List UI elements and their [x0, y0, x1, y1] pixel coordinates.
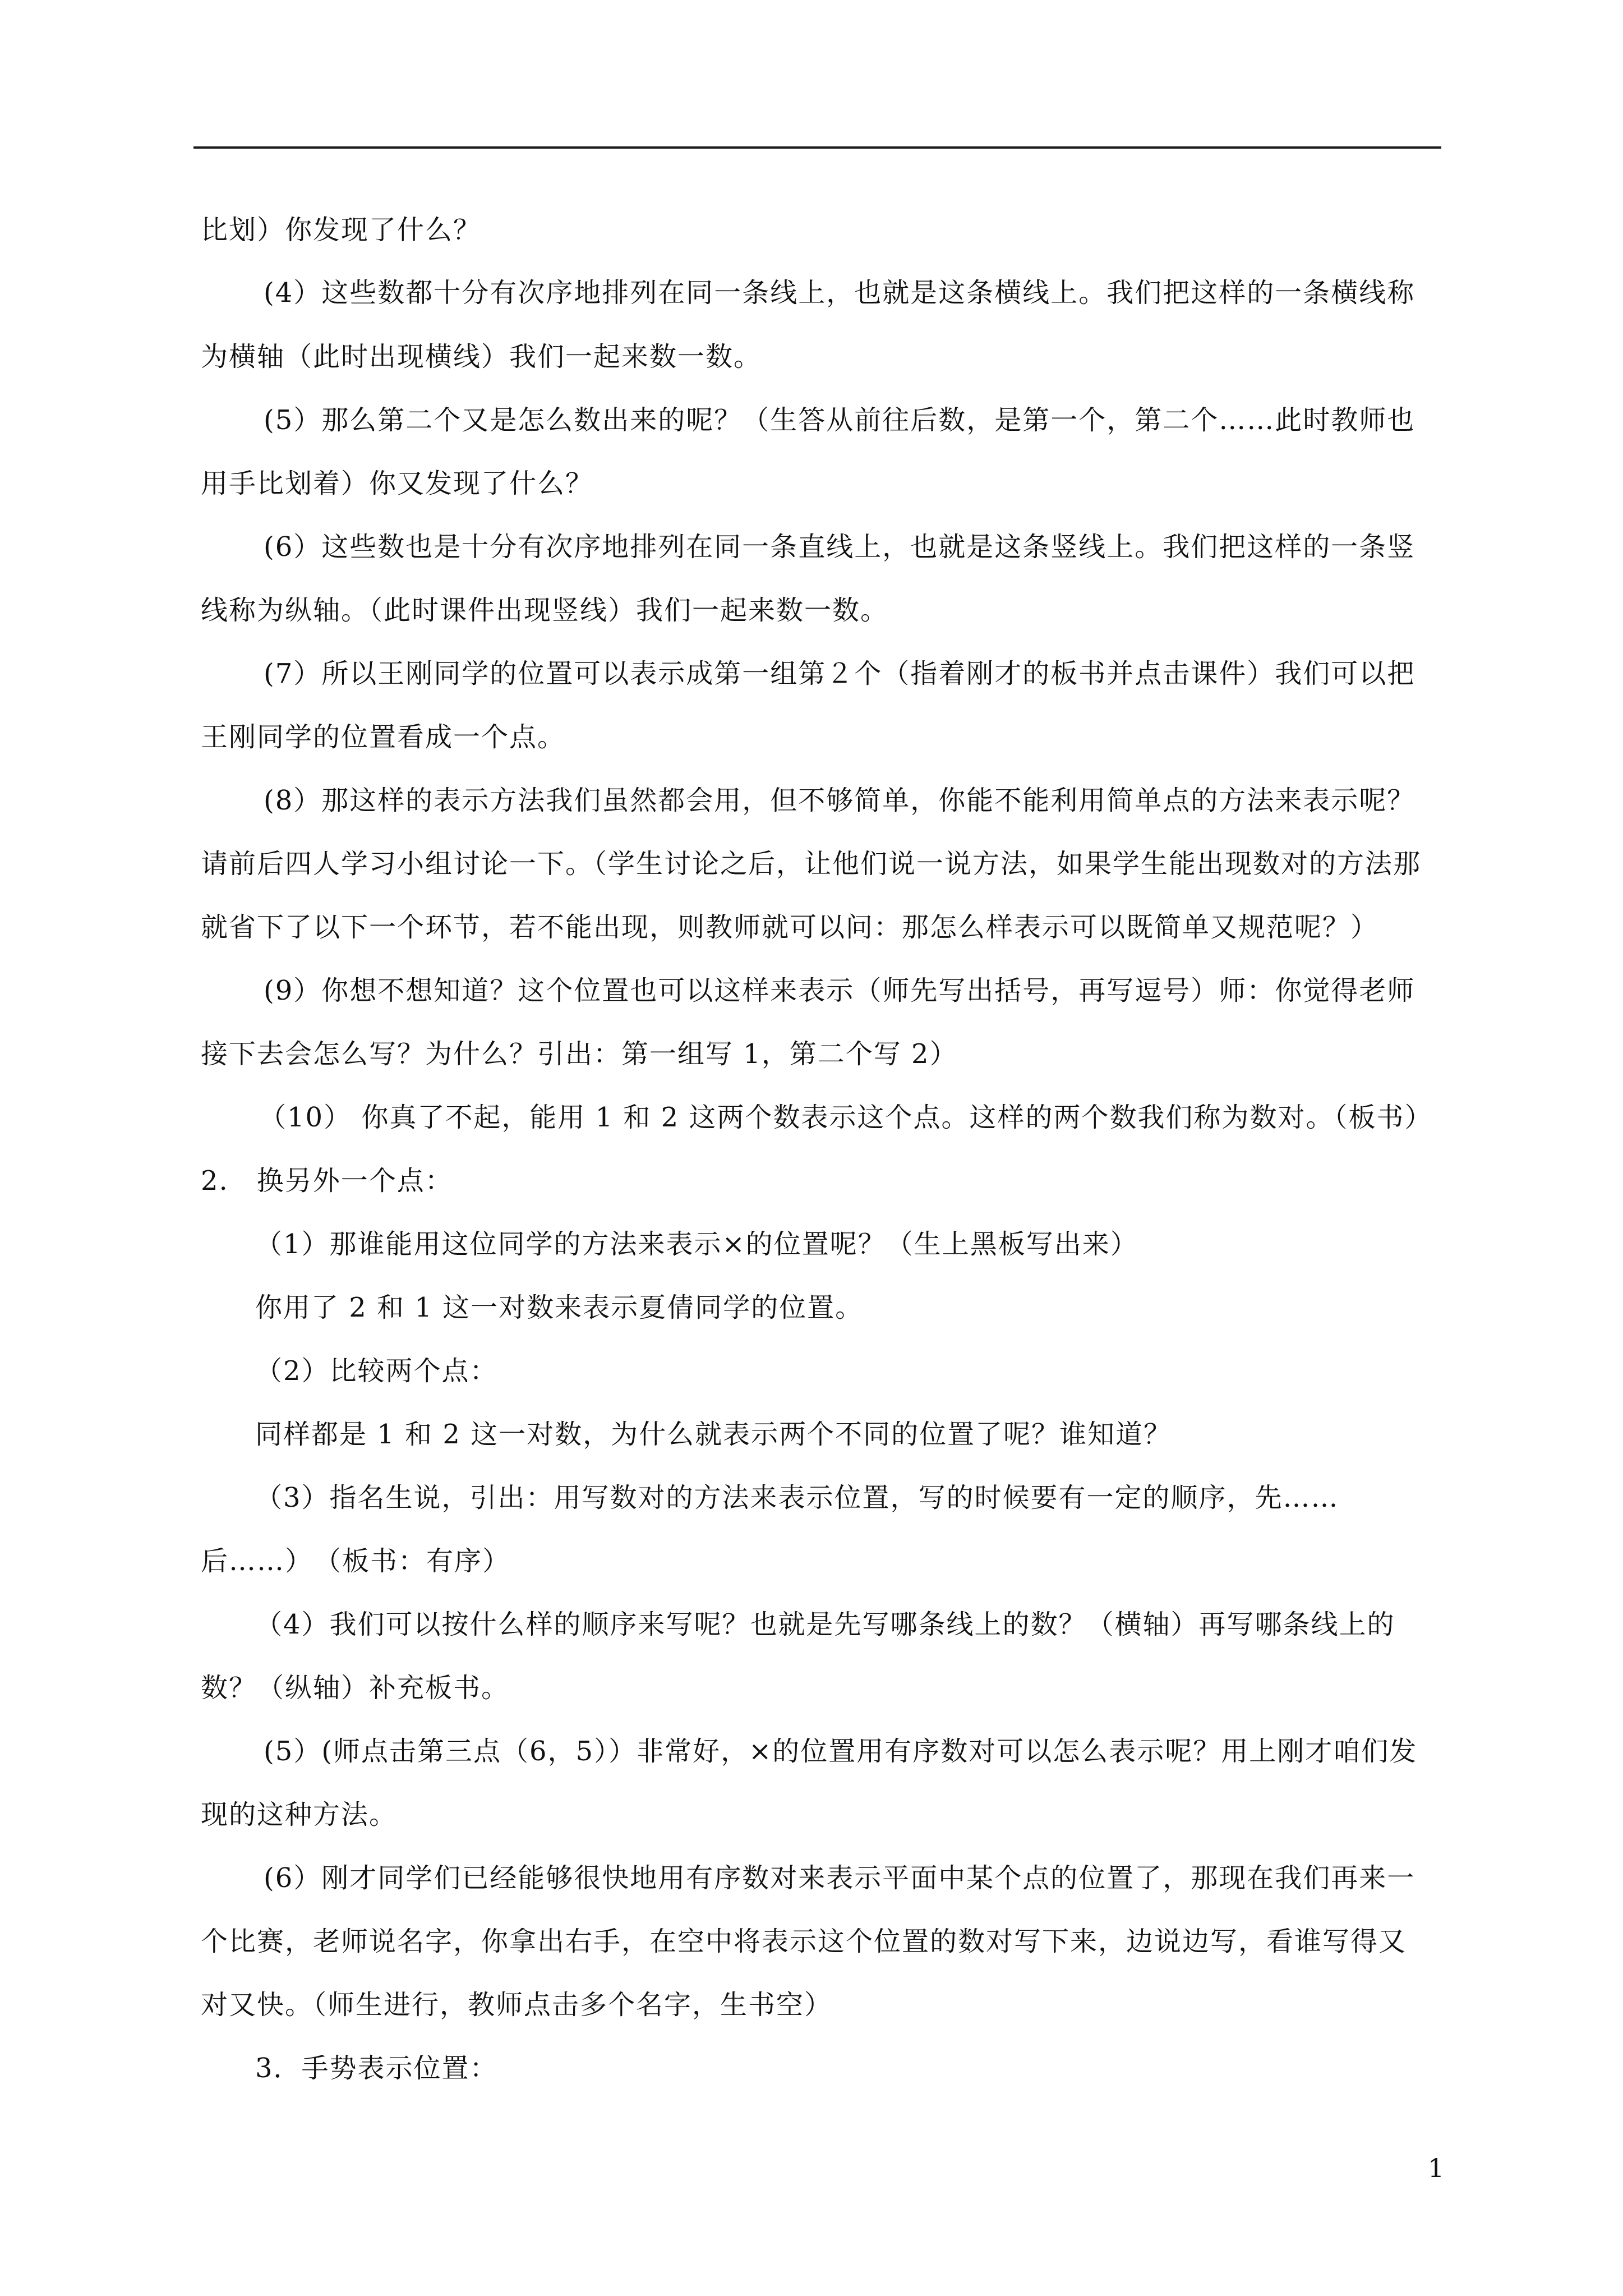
text-line: 个比赛，老师说名字，你拿出右手，在空中将表示这个位置的数对写下来，边说边写，看谁写得又 [201, 1926, 1407, 1957]
page-number: 1 [1428, 2153, 1445, 2183]
text-line: (6）刚才同学们已经能够很快地用有序数对来表示平面中某个点的位置了，那现在我们再来一 [264, 1862, 1415, 1894]
text-line: 你用了 2 和 1 这一对数来表示夏倩同学的位置。 [255, 1292, 864, 1323]
text-line: (4）这些数都十分有次序地排列在同一条线上，也就是这条横线上。我们把这样的一条横线称 [264, 277, 1415, 309]
text-line: 现的这种方法。 [201, 1799, 398, 1830]
text-line: 为横轴（此时出现横线）我们一起来数一数。 [201, 341, 762, 372]
text-line: （4）我们可以按什么样的顺序来写呢？也就是先写哪条线上的数？（横轴）再写哪条线上的 [255, 1609, 1395, 1640]
text-line: 数？（纵轴）补充板书。 [201, 1672, 510, 1704]
text-line: (5）那么第二个又是怎么数出来的呢？（生答从前往后数，是第一个，第二个……此时教师也 [264, 404, 1415, 436]
text-line: 就省下了以下一个环节，若不能出现，则教师就可以问：那怎么样表示可以既简单又规范呢？） [201, 912, 1379, 943]
text-line: （3）指名生说，引出：用写数对的方法来表示位置，写的时候要有一定的顺序，先…… [255, 1482, 1339, 1513]
text-line: 用手比划着）你又发现了什么？ [201, 468, 594, 499]
text-line: 同样都是 1 和 2 这一对数，为什么就表示两个不同的位置了呢？谁知道？ [255, 1419, 1172, 1450]
text-line: 接下去会怎么写？为什么？引出：第一组写 1，第二个写 2） [201, 1038, 958, 1070]
text-line: （1）那谁能用这位同学的方法来表示×的位置呢？（生上黑板写出来） [255, 1228, 1138, 1260]
text-line: （10） 你真了不起，能用 1 和 2 这两个数表示这个点。这样的两个数我们称为数对。（板书） [259, 1102, 1433, 1133]
text-line: （2）比较两个点： [255, 1355, 498, 1387]
text-line: (9）你想不想知道？这个位置也可以这样来表示（师先写出括号，再写逗号）师：你觉得老师 [264, 975, 1415, 1006]
text-line: 王刚同学的位置看成一个点。 [201, 721, 566, 753]
text-line: (5）(师点击第三点（6，5））非常好，×的位置用有序数对可以怎么表示呢？用上刚才咱们发 [264, 1736, 1418, 1767]
text-line: 线称为纵轴。（此时课件出现竖线）我们一起来数一数。 [201, 595, 889, 626]
text-line: 后……） （板书：有序） [201, 1545, 511, 1577]
text-line: 比划）你发现了什么？ [201, 214, 482, 246]
text-line: 3．手势表示位置： [255, 2053, 498, 2084]
text-line: 对又快。（师生进行，教师点击多个名字，生书空） [201, 1989, 833, 2021]
text-line: (8）那这样的表示方法我们虽然都会用，但不够简单，你能不能利用简单点的方法来表示呢？ [264, 785, 1415, 816]
text-line: (7）所以王刚同学的位置可以表示成第一组第２个（指着刚才的板书并点击课件）我们可以把 [264, 658, 1415, 689]
text-line: 请前后四人学习小组讨论一下。（学生讨论之后，让他们说一说方法，如果学生能出现数对的方法那 [201, 848, 1422, 880]
text-line: 2. 换另外一个点： [201, 1165, 453, 1197]
text-line: (6）这些数也是十分有次序地排列在同一条直线上，也就是这条竖线上。我们把这样的一条竖 [264, 531, 1415, 563]
